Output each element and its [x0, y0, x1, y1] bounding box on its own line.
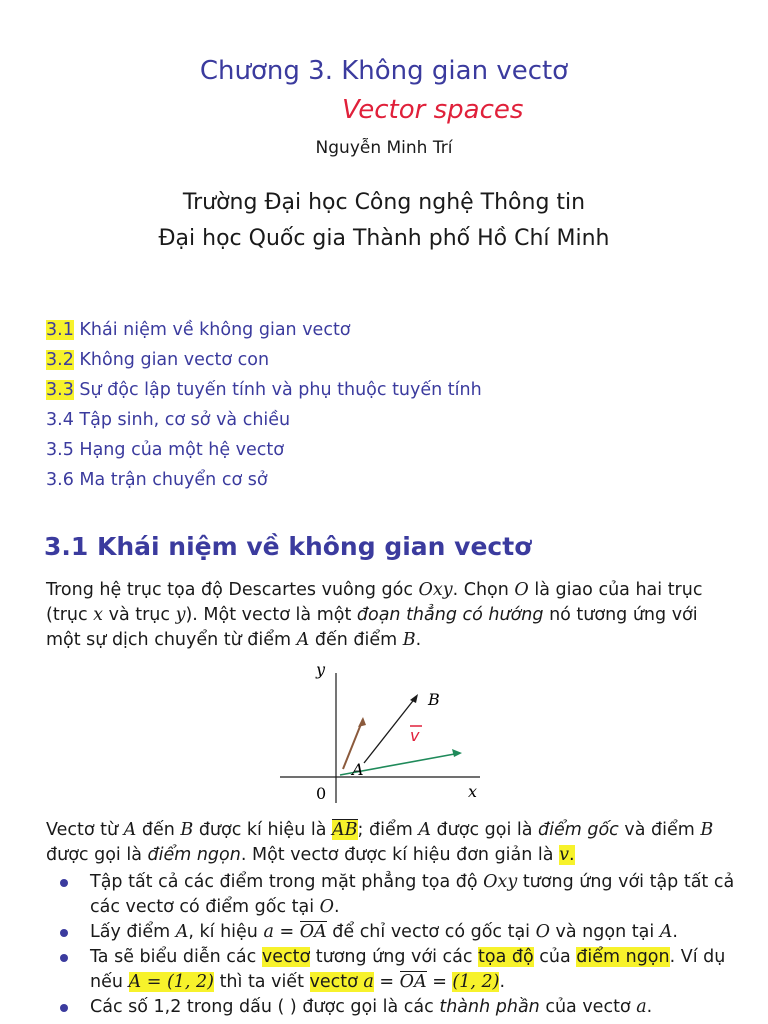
handwritten-note: [340, 88, 540, 128]
vector-ab-arrowhead: [410, 694, 418, 703]
toc-item-3-5[interactable]: 3.5 Hạng của một hệ vectơ: [46, 440, 284, 460]
section-heading: 3.1 Khái niệm về không gian vectơ: [44, 532, 532, 561]
toc-item-3-4[interactable]: 3.4 Tập sinh, cơ sở và chiều: [46, 410, 291, 430]
x-axis-label: x: [468, 782, 478, 801]
toc-item-3-3[interactable]: 3.3 Sự độc lập tuyến tính và phụ thuộc tuyến tính: [46, 380, 482, 400]
bullet-icon: [60, 1004, 68, 1012]
handwritten-v-label: v: [410, 726, 420, 745]
toc-item-3-6[interactable]: 3.6 Ma trận chuyển cơ sở: [46, 470, 268, 490]
bullet-icon: [60, 929, 68, 937]
bullet-list: [46, 870, 736, 1020]
university-line-1: Trường Đại học Công nghệ Thông tin: [182, 190, 586, 215]
bullet-icon: [60, 879, 68, 887]
point-a-label: A: [352, 760, 364, 779]
chapter-title: Chương 3. Không gian vectơ: [199, 56, 569, 86]
bullet-icon: [60, 954, 68, 962]
list-item: Các số 1,2 trong dấu ( ) được gọi là các thành phần của vectơ a.: [46, 995, 736, 1020]
table-of-contents: [46, 315, 726, 495]
brown-arrowhead: [358, 717, 366, 727]
point-b-label: B: [428, 690, 440, 709]
list-item: Lấy điểm A, kí hiệu a = OA để chỉ vectơ có gốc tại O và ngọn tại A.: [46, 920, 736, 945]
svg-text:Vector spaces: Vector spaces: [342, 95, 524, 125]
vector-diagram: [270, 655, 500, 805]
list-item: Ta sẽ biểu diễn các vectơ tương ứng với các tọa độ của điểm ngọn. Ví dụ nếu A = (1, 2) thì ta viết vectơ a = OA = (1, 2).: [46, 945, 736, 995]
origin-label: 0: [316, 784, 327, 803]
toc-item-3-1[interactable]: 3.1 Khái niệm về không gian vectơ: [46, 320, 351, 340]
green-arrowhead: [452, 749, 462, 757]
notation-paragraph: Vectơ từ A đến B được kí hiệu là AB; điểm A được gọi là điểm gốc và điểm B được gọi là điểm ngọn. Một vectơ được kí hiệu đơn giản là v.: [46, 820, 714, 865]
university-line-2: Đại học Quốc gia Thành phố Hồ Chí Minh: [158, 226, 610, 251]
list-item: Tập tất cả các điểm trong mặt phẳng tọa độ Oxy tương ứng với tập tất cả các vectơ có điểm gốc tại O.: [46, 870, 736, 920]
intro-paragraph: Trong hệ trục tọa độ Descartes vuông góc Oxy. Chọn O là giao của hai trục (trục x và trục y). Một vectơ là một đoạn thẳng có hướng nó tương ứng với một sự dịch chuyển từ điểm A đến điểm B.: [46, 580, 703, 650]
toc-item-3-2[interactable]: 3.2 Không gian vectơ con: [46, 350, 270, 370]
author-name: Nguyễn Minh Trí: [315, 138, 453, 158]
y-axis-label: y: [316, 660, 326, 679]
vector-ab: [364, 697, 416, 763]
